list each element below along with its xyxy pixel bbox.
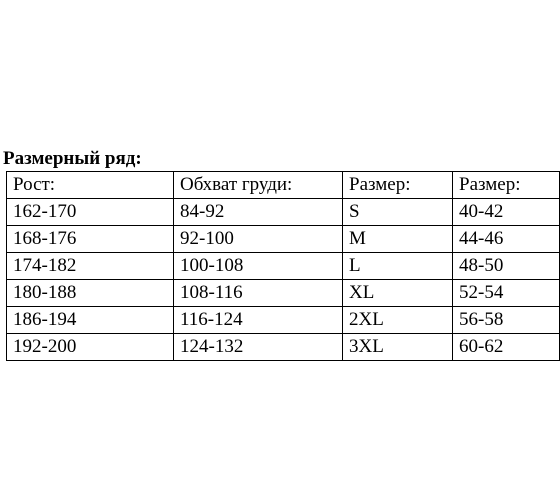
cell-height: 186-194 bbox=[7, 307, 174, 334]
table-row bbox=[7, 199, 560, 226]
cell-height: 168-176 bbox=[7, 226, 174, 253]
cell-size-letter: XL bbox=[343, 280, 453, 307]
page-title: Размерный ряд: bbox=[3, 148, 142, 169]
table-row bbox=[7, 226, 560, 253]
header-height: Рост: bbox=[7, 172, 174, 199]
cell-chest: 92-100 bbox=[174, 226, 343, 253]
cell-height: 180-188 bbox=[7, 280, 174, 307]
cell-height: 174-182 bbox=[7, 253, 174, 280]
cell-size-number: 48-50 bbox=[453, 253, 560, 280]
cell-size-number: 60-62 bbox=[453, 334, 560, 361]
cell-size-number: 56-58 bbox=[453, 307, 560, 334]
cell-size-number: 44-46 bbox=[453, 226, 560, 253]
table-row bbox=[7, 253, 560, 280]
header-size-letter: Размер: bbox=[343, 172, 453, 199]
cell-size-letter: S bbox=[343, 199, 453, 226]
cell-size-letter: 2XL bbox=[343, 307, 453, 334]
cell-size-letter: M bbox=[343, 226, 453, 253]
cell-chest: 124-132 bbox=[174, 334, 343, 361]
cell-height: 192-200 bbox=[7, 334, 174, 361]
cell-chest: 100-108 bbox=[174, 253, 343, 280]
cell-chest: 108-116 bbox=[174, 280, 343, 307]
table-header-row bbox=[7, 172, 560, 199]
header-chest: Обхват груди: bbox=[174, 172, 343, 199]
cell-chest: 116-124 bbox=[174, 307, 343, 334]
cell-size-letter: 3XL bbox=[343, 334, 453, 361]
cell-size-letter: L bbox=[343, 253, 453, 280]
table-row bbox=[7, 307, 560, 334]
cell-size-number: 40-42 bbox=[453, 199, 560, 226]
cell-size-number: 52-54 bbox=[453, 280, 560, 307]
cell-chest: 84-92 bbox=[174, 199, 343, 226]
cell-height: 162-170 bbox=[7, 199, 174, 226]
size-chart-table bbox=[6, 171, 560, 361]
header-size-number: Размер: bbox=[453, 172, 560, 199]
table-row bbox=[7, 334, 560, 361]
table-row bbox=[7, 280, 560, 307]
